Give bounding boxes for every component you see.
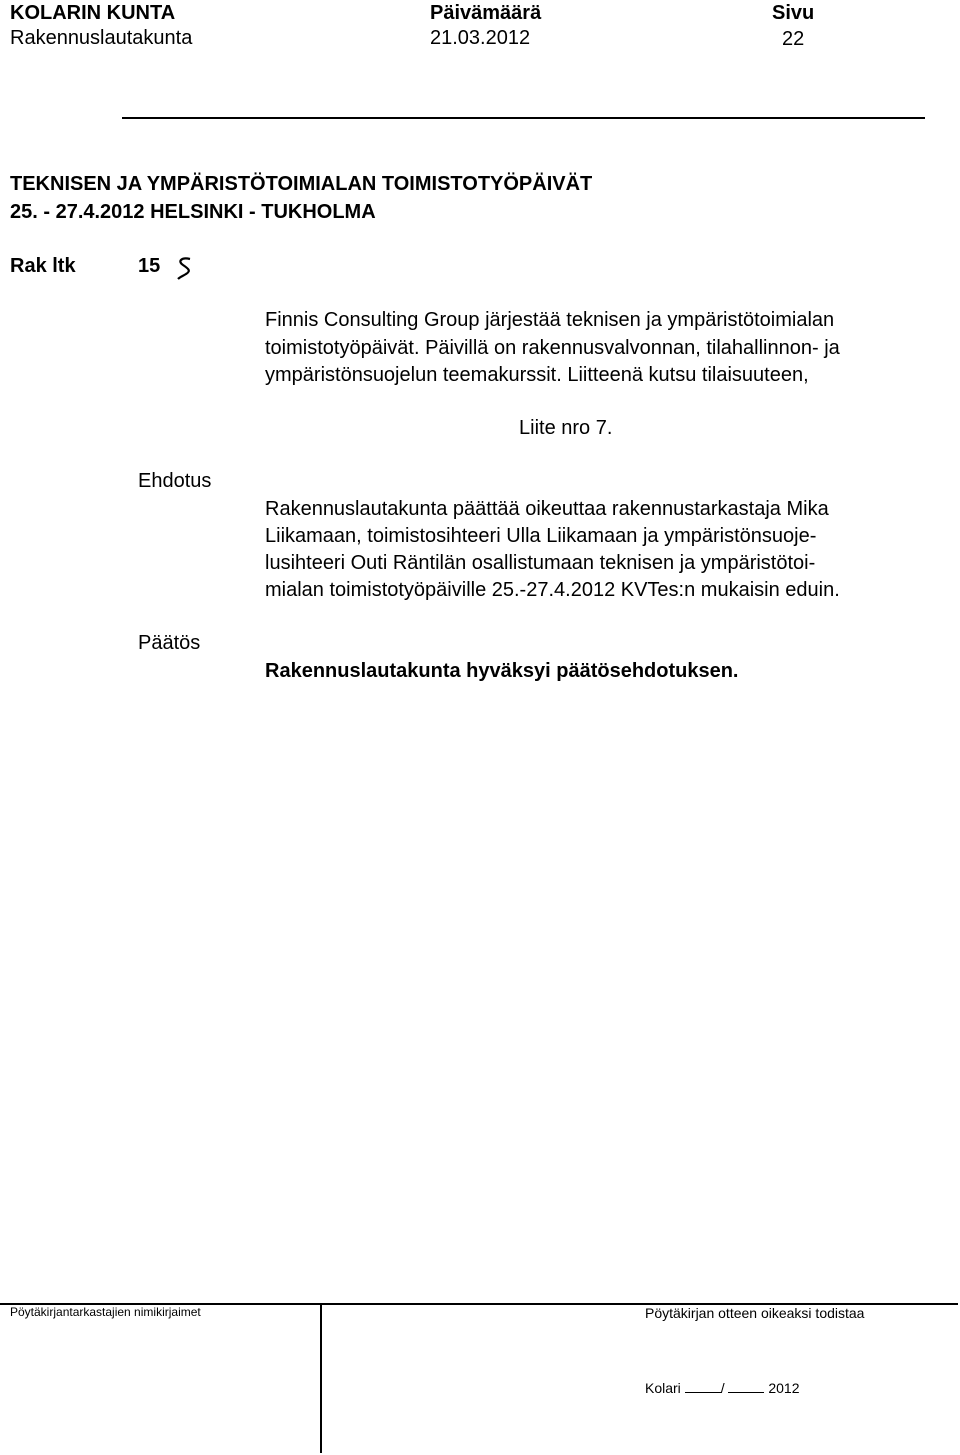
page-title-line-2: 25. - 27.4.2012 HELSINKI - TUKHOLMA xyxy=(10,201,376,223)
year: 2012 xyxy=(768,1380,800,1396)
proposal-line-3: lusihteeri Outi Räntilän osallistumaan teknisen ja ympäristötoi- xyxy=(265,552,816,574)
date-value: 21.03.2012 xyxy=(430,27,531,49)
section-label: Rak ltk xyxy=(10,255,76,277)
intro-line-1: Finnis Consulting Group järjestää teknisen ja ympäristötoimialan xyxy=(265,309,835,331)
page-number: 22 xyxy=(782,28,805,50)
footer-divider xyxy=(320,1303,322,1453)
page-title-line-1: TEKNISEN JA YMPÄRISTÖTOIMIALAN TOIMISTOTYÖPÄIVÄT xyxy=(10,173,593,195)
intro-line-2: toimistotyöpäivät. Päivillä on rakennusvalvonnan, tilahallinnon- ja xyxy=(265,337,840,359)
month-blank xyxy=(728,1378,764,1393)
proposal-line-2: Liikamaan, toimistosihteeri Ulla Liikamaan ja ympäristönsuoje- xyxy=(265,525,817,547)
date-label: Päivämäärä xyxy=(430,2,542,24)
intro-line-3: ympäristönsuojelun teemakurssit. Liitteenä kutsu tilaisuuteen, xyxy=(265,364,809,386)
section-number: 15 xyxy=(138,255,161,277)
reviewers-initials-label: Pöytäkirjantarkastajien nimikirjaimet xyxy=(10,1305,201,1319)
certification-label: Pöytäkirjan otteen oikeaksi todistaa xyxy=(645,1305,865,1321)
municipality-name: KOLARIN KUNTA xyxy=(10,2,176,24)
day-blank xyxy=(685,1378,721,1393)
attachment-reference: Liite nro 7. xyxy=(519,417,613,439)
date-separator: / xyxy=(720,1380,725,1396)
header-divider xyxy=(122,117,925,119)
place-name: Kolari xyxy=(645,1380,681,1396)
certification-date xyxy=(645,1378,800,1396)
section-sign-icon xyxy=(174,256,196,282)
board-name: Rakennuslautakunta xyxy=(10,27,193,49)
decision-text: Rakennuslautakunta hyväksyi päätösehdotuksen. xyxy=(265,660,739,682)
proposal-line-1: Rakennuslautakunta päättää oikeuttaa rakennustarkastaja Mika xyxy=(265,498,829,520)
page-label: Sivu xyxy=(772,2,815,24)
proposal-line-4: mialan toimistotyöpäiville 25.-27.4.2012 KVTes:n mukaisin eduin. xyxy=(265,579,840,601)
proposal-label: Ehdotus xyxy=(138,470,212,492)
decision-label: Päätös xyxy=(138,632,201,654)
